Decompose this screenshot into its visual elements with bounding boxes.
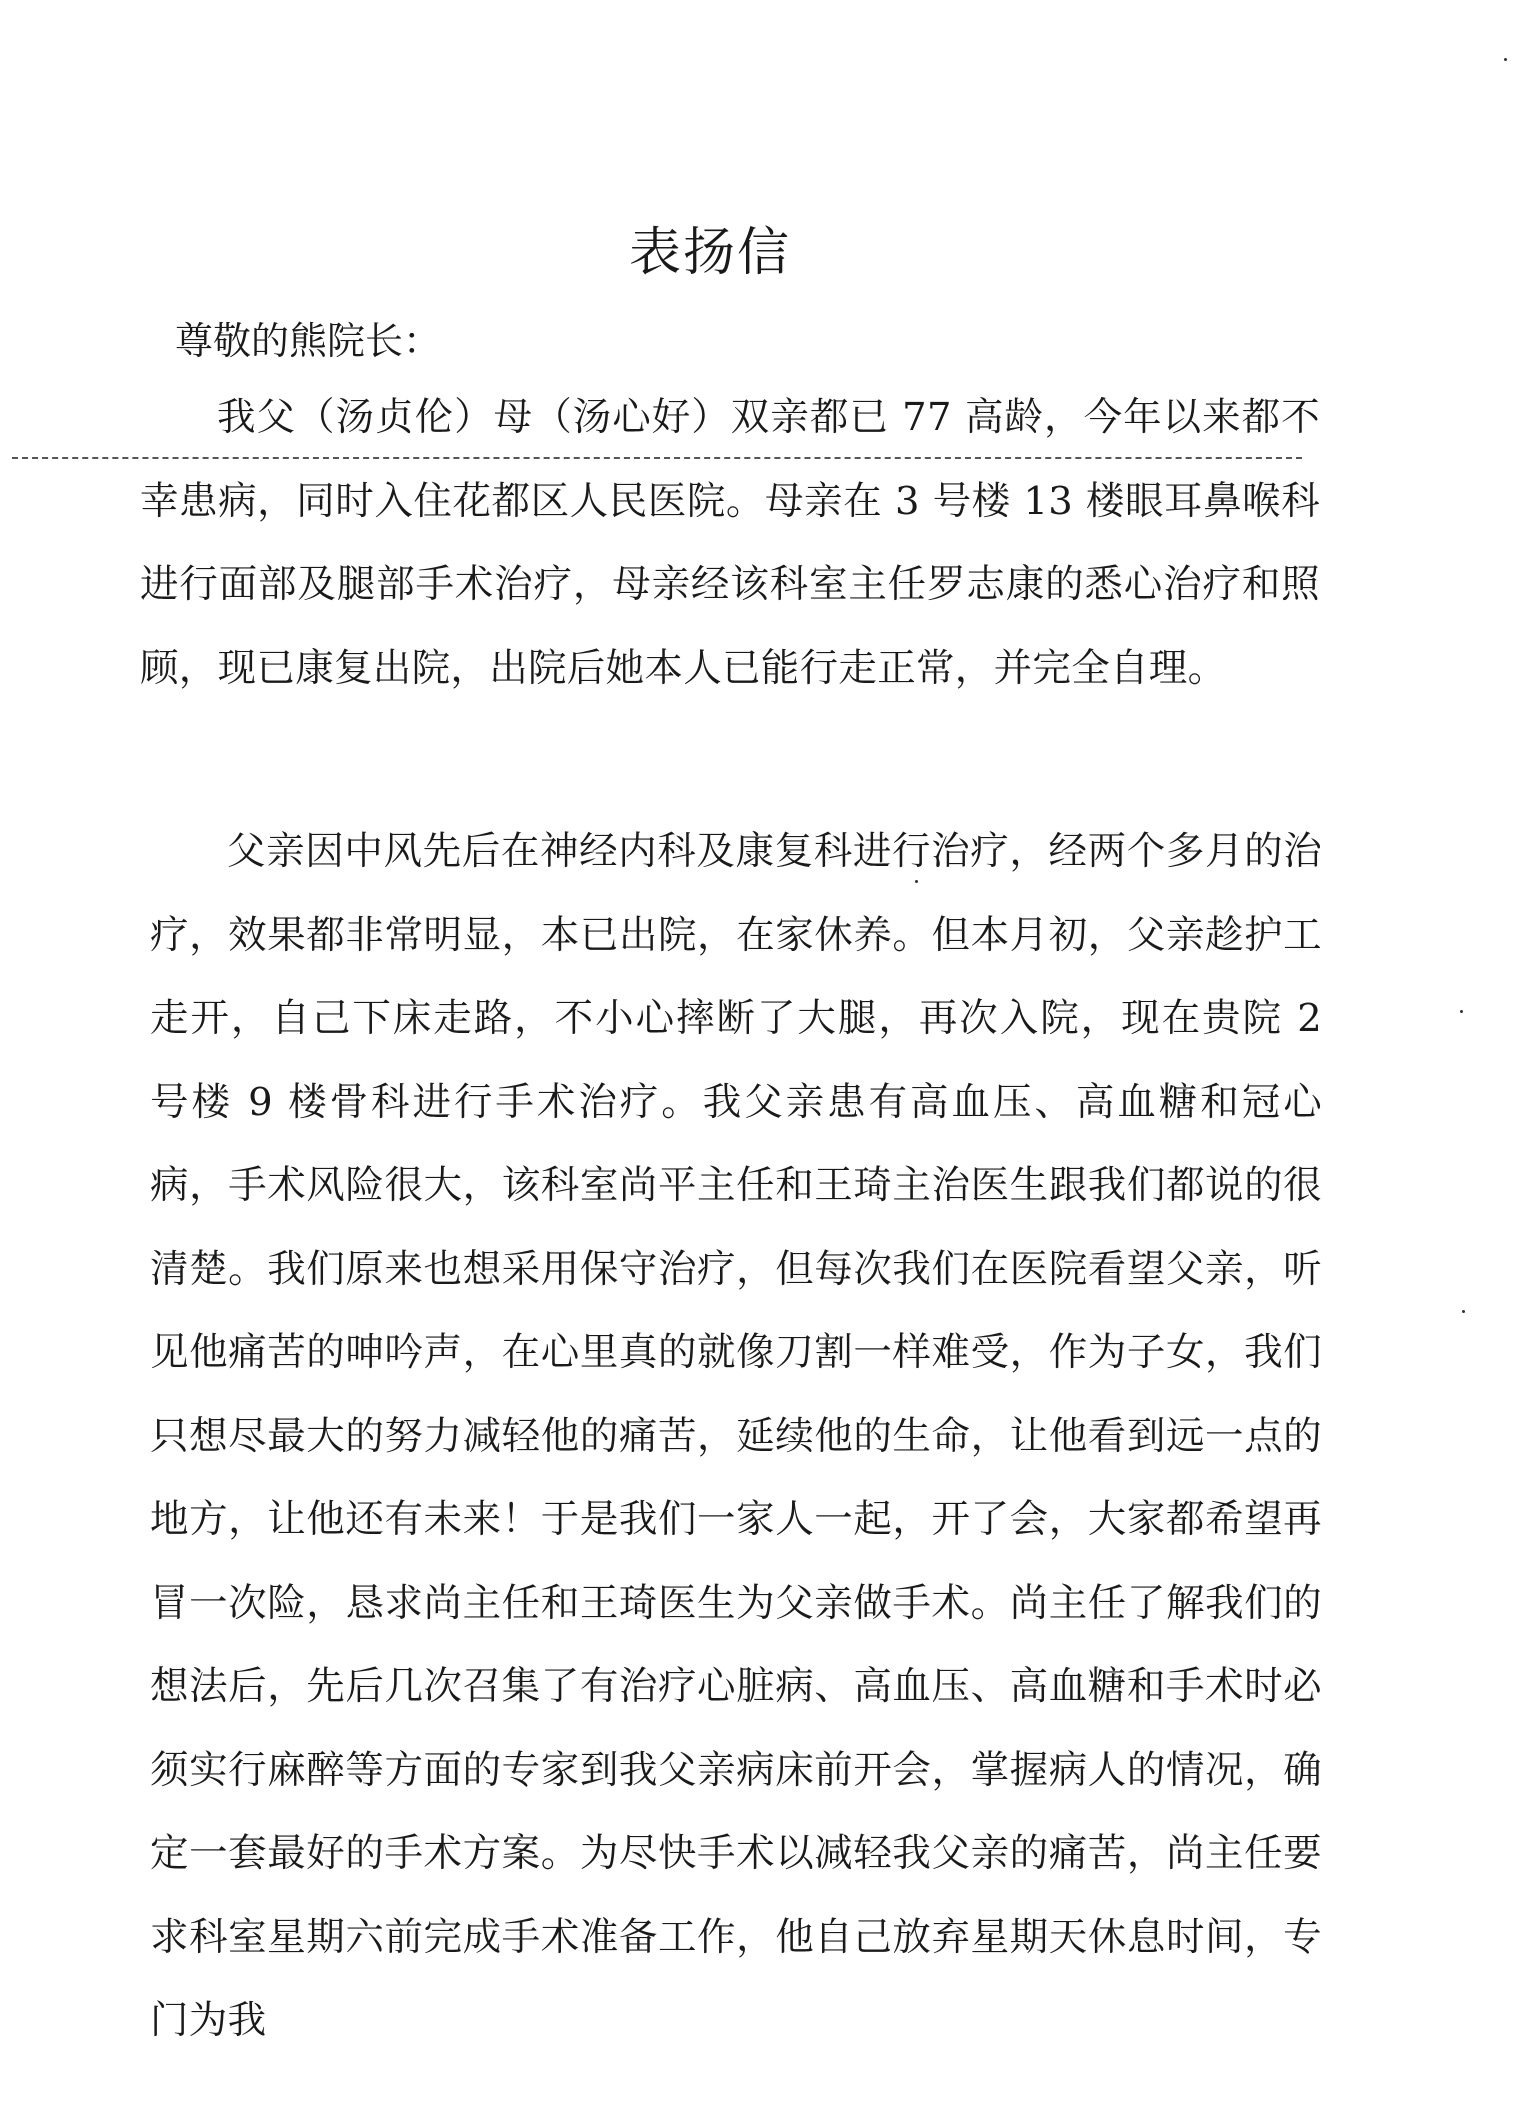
scan-speck: [1504, 58, 1507, 61]
scan-speck: [1462, 1310, 1465, 1313]
salutation: 尊敬的熊院长：: [175, 319, 442, 363]
scan-speck: [915, 880, 918, 883]
scan-speck: [1460, 1010, 1463, 1013]
letter-title: 表扬信: [628, 223, 791, 283]
paragraph-2: 父亲因中风先后在神经内科及康复科进行治疗，经两个多月的治疗，效果都非常明显，本已出院，在家休养。但本月初，父亲趁护工走开，自己下床走路，不小心摔断了大腿，再次入院，现在贵院 2 号楼 9 楼骨科进行手术治疗。我父亲患有高血压、高血糖和冠心病，手术风险很大，该科室尚平主任和王琦主治医生跟我们都说的很清楚。我们原来也想采用保守治疗，但每次我们在医院看望父亲，听见他痛苦的呻吟声，在心里真的就像刀割一样难受，作为子女，我们只想尽最大的努力减轻他的痛苦，延续他的生命，让他看到远一点的地方，让他还有未来！于是我们一家人一起，开了会，大家都希望再冒一次险，恳求尚主任和王琦医生为父亲做手术。尚主任了解我们的想法后，先后几次召集了有治疗心脏病、高血压、高血糖和手术时必须实行麻醉等方面的专家到我父亲病床前开会，掌握病人的情况，确定一套最好的手术方案。为尽快手术以减轻我父亲的痛苦，尚主任要求科室星期六前完成手术准备工作，他自己放弃星期天休息时间，专门为我: [150, 829, 1322, 2043]
paragraph-1: 我父（汤贞伦）母（汤心好）双亲都已 77 高龄，今年以来都不幸患病，同时入住花都区人民医院。母亲在 3 号楼 13 楼眼耳鼻喉科进行面部及腿部手术治疗，母亲经该科室主任罗志康的悉心治疗和照顾，现已康复出院，出院后她本人已能行走正常，并完全自理。: [140, 395, 1320, 691]
